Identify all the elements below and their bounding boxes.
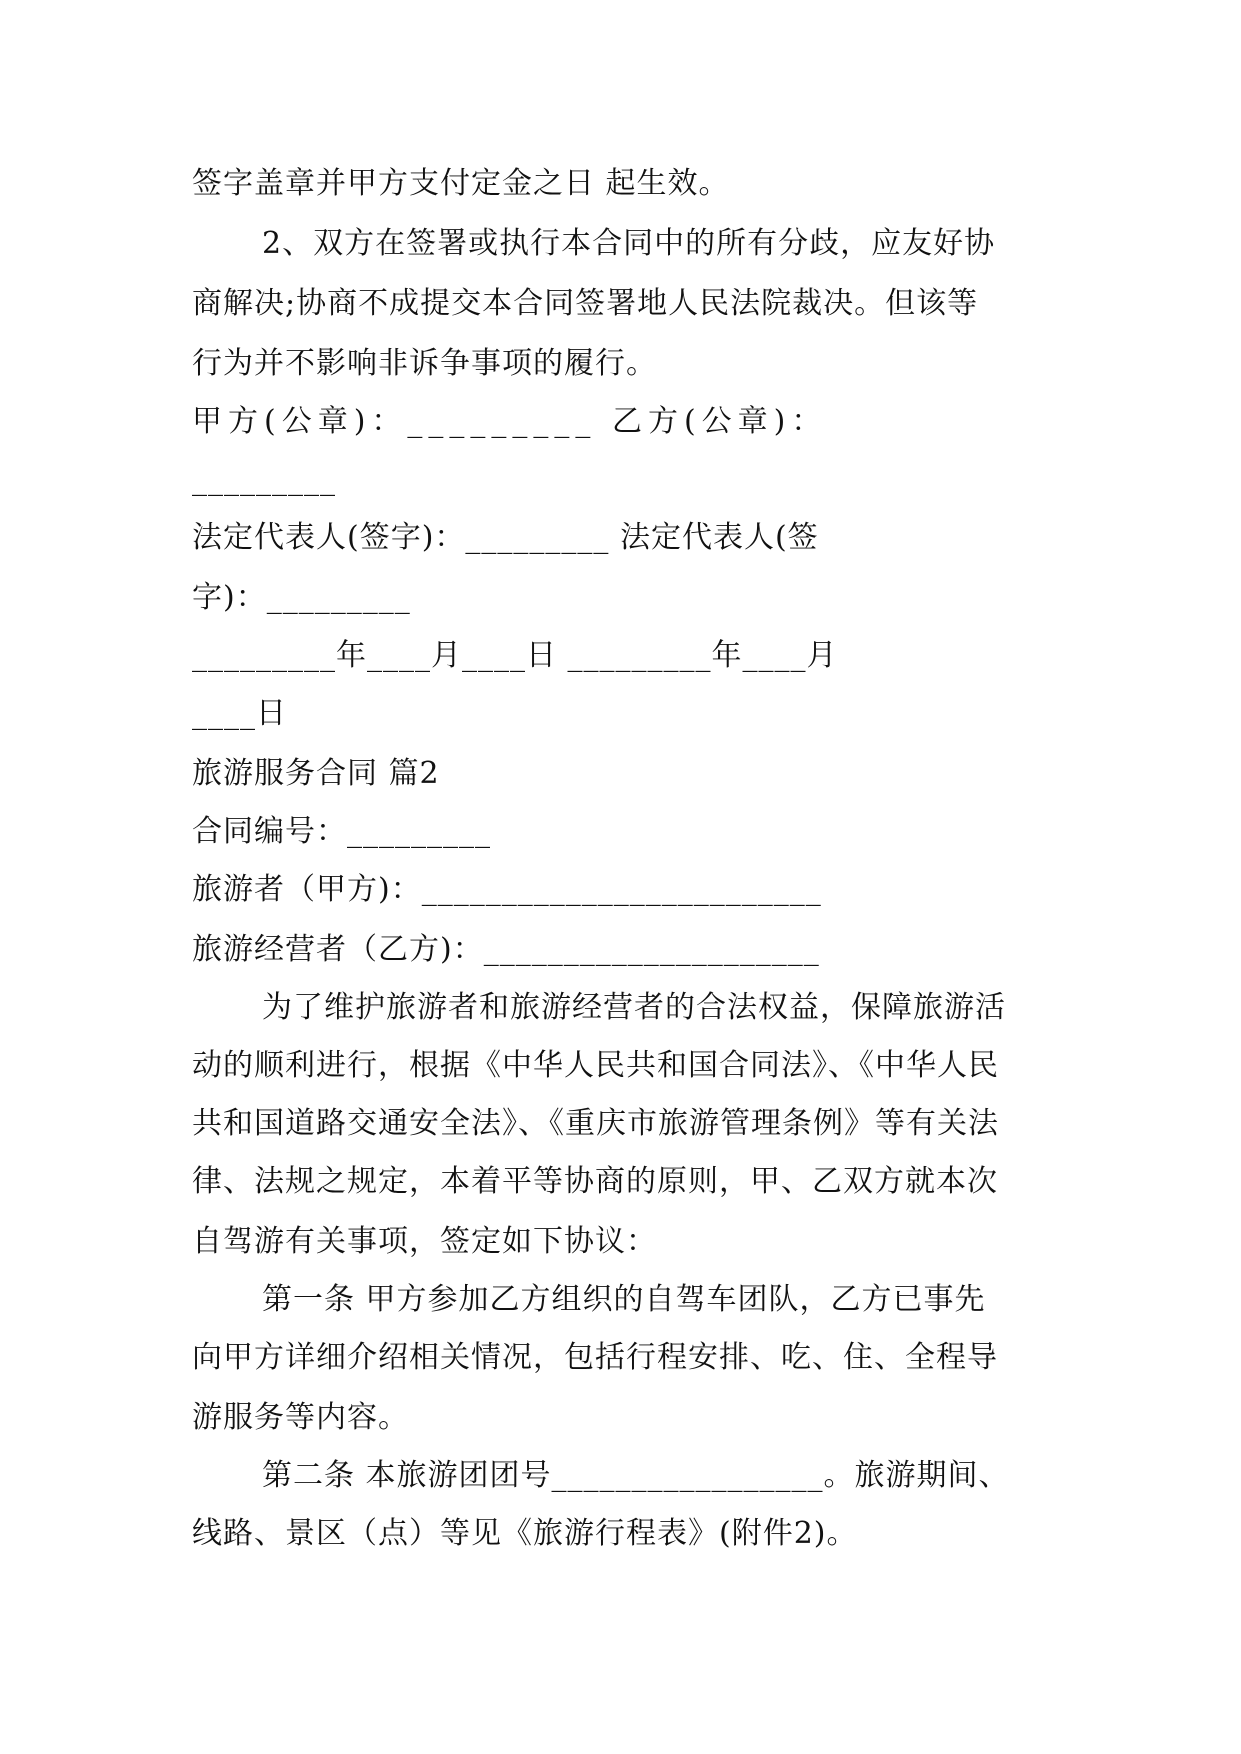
text-line: 签字盖章并甲方支付定金之日 起生效。 xyxy=(192,166,730,201)
section-title: 旅游服务合同 篇2 xyxy=(192,756,440,791)
signature-line-seal: 甲方(公章)：_________ 乙方(公章)： xyxy=(192,404,828,439)
text-line: 第二条 本旅游团团号_________________。旅游期间、 xyxy=(262,1458,1010,1493)
party-a-line: 旅游者（甲方)：_________________________ xyxy=(192,872,822,907)
date-line: _________年____月____日 _________年____月 xyxy=(192,638,838,673)
signature-line-representative-cont: 字)：_________ xyxy=(192,580,411,615)
text-line: 律、法规之规定，本着平等协商的原则，甲、乙双方就本次 xyxy=(192,1164,998,1199)
text-line: 线路、景区（点）等见《旅游行程表》(附件2)。 xyxy=(192,1516,858,1551)
signature-line-representative: 法定代表人(签字)：_________ 法定代表人(签 xyxy=(192,520,819,555)
text-line: 动的顺利进行，根据《中华人民共和国合同法》、《中华人民 xyxy=(192,1048,999,1083)
text-line: 游服务等内容。 xyxy=(192,1400,409,1435)
text-line: 商解决;协商不成提交本合同签署地人民法院裁决。但该等 xyxy=(192,286,979,321)
text-line: 行为并不影响非诉争事项的履行。 xyxy=(192,346,657,381)
text-line: 为了维护旅游者和旅游经营者的合法权益，保障旅游活 xyxy=(262,990,1006,1025)
date-line-cont: ____日 xyxy=(192,696,287,731)
text-line: 向甲方详细介绍相关情况，包括行程安排、吃、住、全程导 xyxy=(192,1340,998,1375)
text-line: 第一条 甲方参加乙方组织的自驾车团队，乙方已事先 xyxy=(262,1282,986,1317)
text-line: 共和国道路交通安全法》、《重庆市旅游管理条例》等有关法 xyxy=(192,1106,999,1141)
signature-blank: _________ xyxy=(192,462,336,497)
party-b-line: 旅游经营者（乙方)：_____________________ xyxy=(192,932,820,967)
text-line: 2、双方在签署或执行本合同中的所有分歧，应友好协 xyxy=(262,226,996,261)
text-line: 自驾游有关事项，签定如下协议： xyxy=(192,1224,657,1259)
contract-number-line: 合同编号：_________ xyxy=(192,814,491,849)
